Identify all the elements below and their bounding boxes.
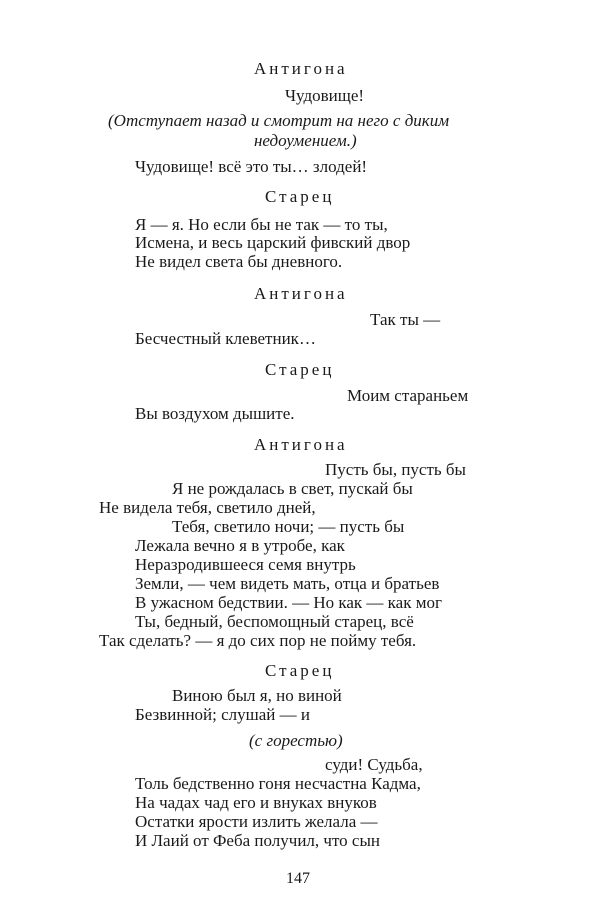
- speaker-heading: Старец: [265, 360, 335, 379]
- speaker-heading: Антигона: [254, 59, 348, 78]
- speaker-heading: Антигона: [254, 284, 348, 303]
- verse-line: Не видел света бы дневного.: [135, 252, 343, 271]
- stage-direction: (Отступает назад и смотрит на него с диким: [108, 111, 450, 130]
- verse-line: Вы воздухом дышите.: [135, 404, 295, 423]
- speaker-heading: Старец: [265, 661, 335, 680]
- verse-line: суди! Судьба,: [325, 755, 423, 774]
- verse-line: Чудовище! всё это ты… злодей!: [135, 157, 368, 176]
- verse-line: Пусть бы, пусть бы: [325, 460, 466, 479]
- verse-line: Ты, бедный, беспомощный старец, всё: [135, 612, 414, 631]
- verse-line: Исмена, и весь царский фивский двор: [135, 233, 411, 252]
- stage-direction: (с горестью): [249, 731, 343, 750]
- verse-line: Не видела тебя, светило дней,: [99, 498, 316, 517]
- verse-line: Виною был я, но виной: [172, 686, 342, 705]
- verse-line: Я не рождалась в свет, пускай бы: [172, 479, 413, 498]
- verse-line: Бесчестный клеветник…: [135, 329, 316, 348]
- verse-line: Я — я. Но если бы не так — то ты,: [135, 215, 388, 234]
- verse-line: Безвинной; слушай — и: [135, 705, 310, 724]
- verse-line: Толь бедственно гоня несчастна Кадма,: [135, 774, 421, 793]
- verse-line: Неразродившееся семя внутрь: [135, 555, 356, 574]
- verse-line: В ужасном бедствии. — Но как — как мог: [135, 593, 442, 612]
- verse-line: Остатки ярости излить желала —: [135, 812, 378, 831]
- verse-line: И Лаий от Феба получил, что сын: [135, 831, 380, 850]
- page-number: 147: [286, 870, 310, 887]
- speaker-heading: Антигона: [254, 435, 348, 454]
- verse-line: Так сделать? — я до сих пор не пойму тебя.: [99, 631, 417, 650]
- verse-line: Моим стараньем: [347, 386, 469, 405]
- verse-line: Земли, — чем видеть мать, отца и братьев: [135, 574, 440, 593]
- verse-line: Лежала вечно я в утробе, как: [135, 536, 345, 555]
- verse-line: На чадах чад его и внуках внуков: [135, 793, 377, 812]
- verse-line: Так ты —: [370, 310, 441, 329]
- verse-line: Чудовище!: [285, 86, 365, 105]
- verse-line: Тебя, светило ночи; — пусть бы: [172, 517, 405, 536]
- stage-direction: недоумением.): [254, 131, 357, 150]
- speaker-heading: Старец: [265, 187, 335, 206]
